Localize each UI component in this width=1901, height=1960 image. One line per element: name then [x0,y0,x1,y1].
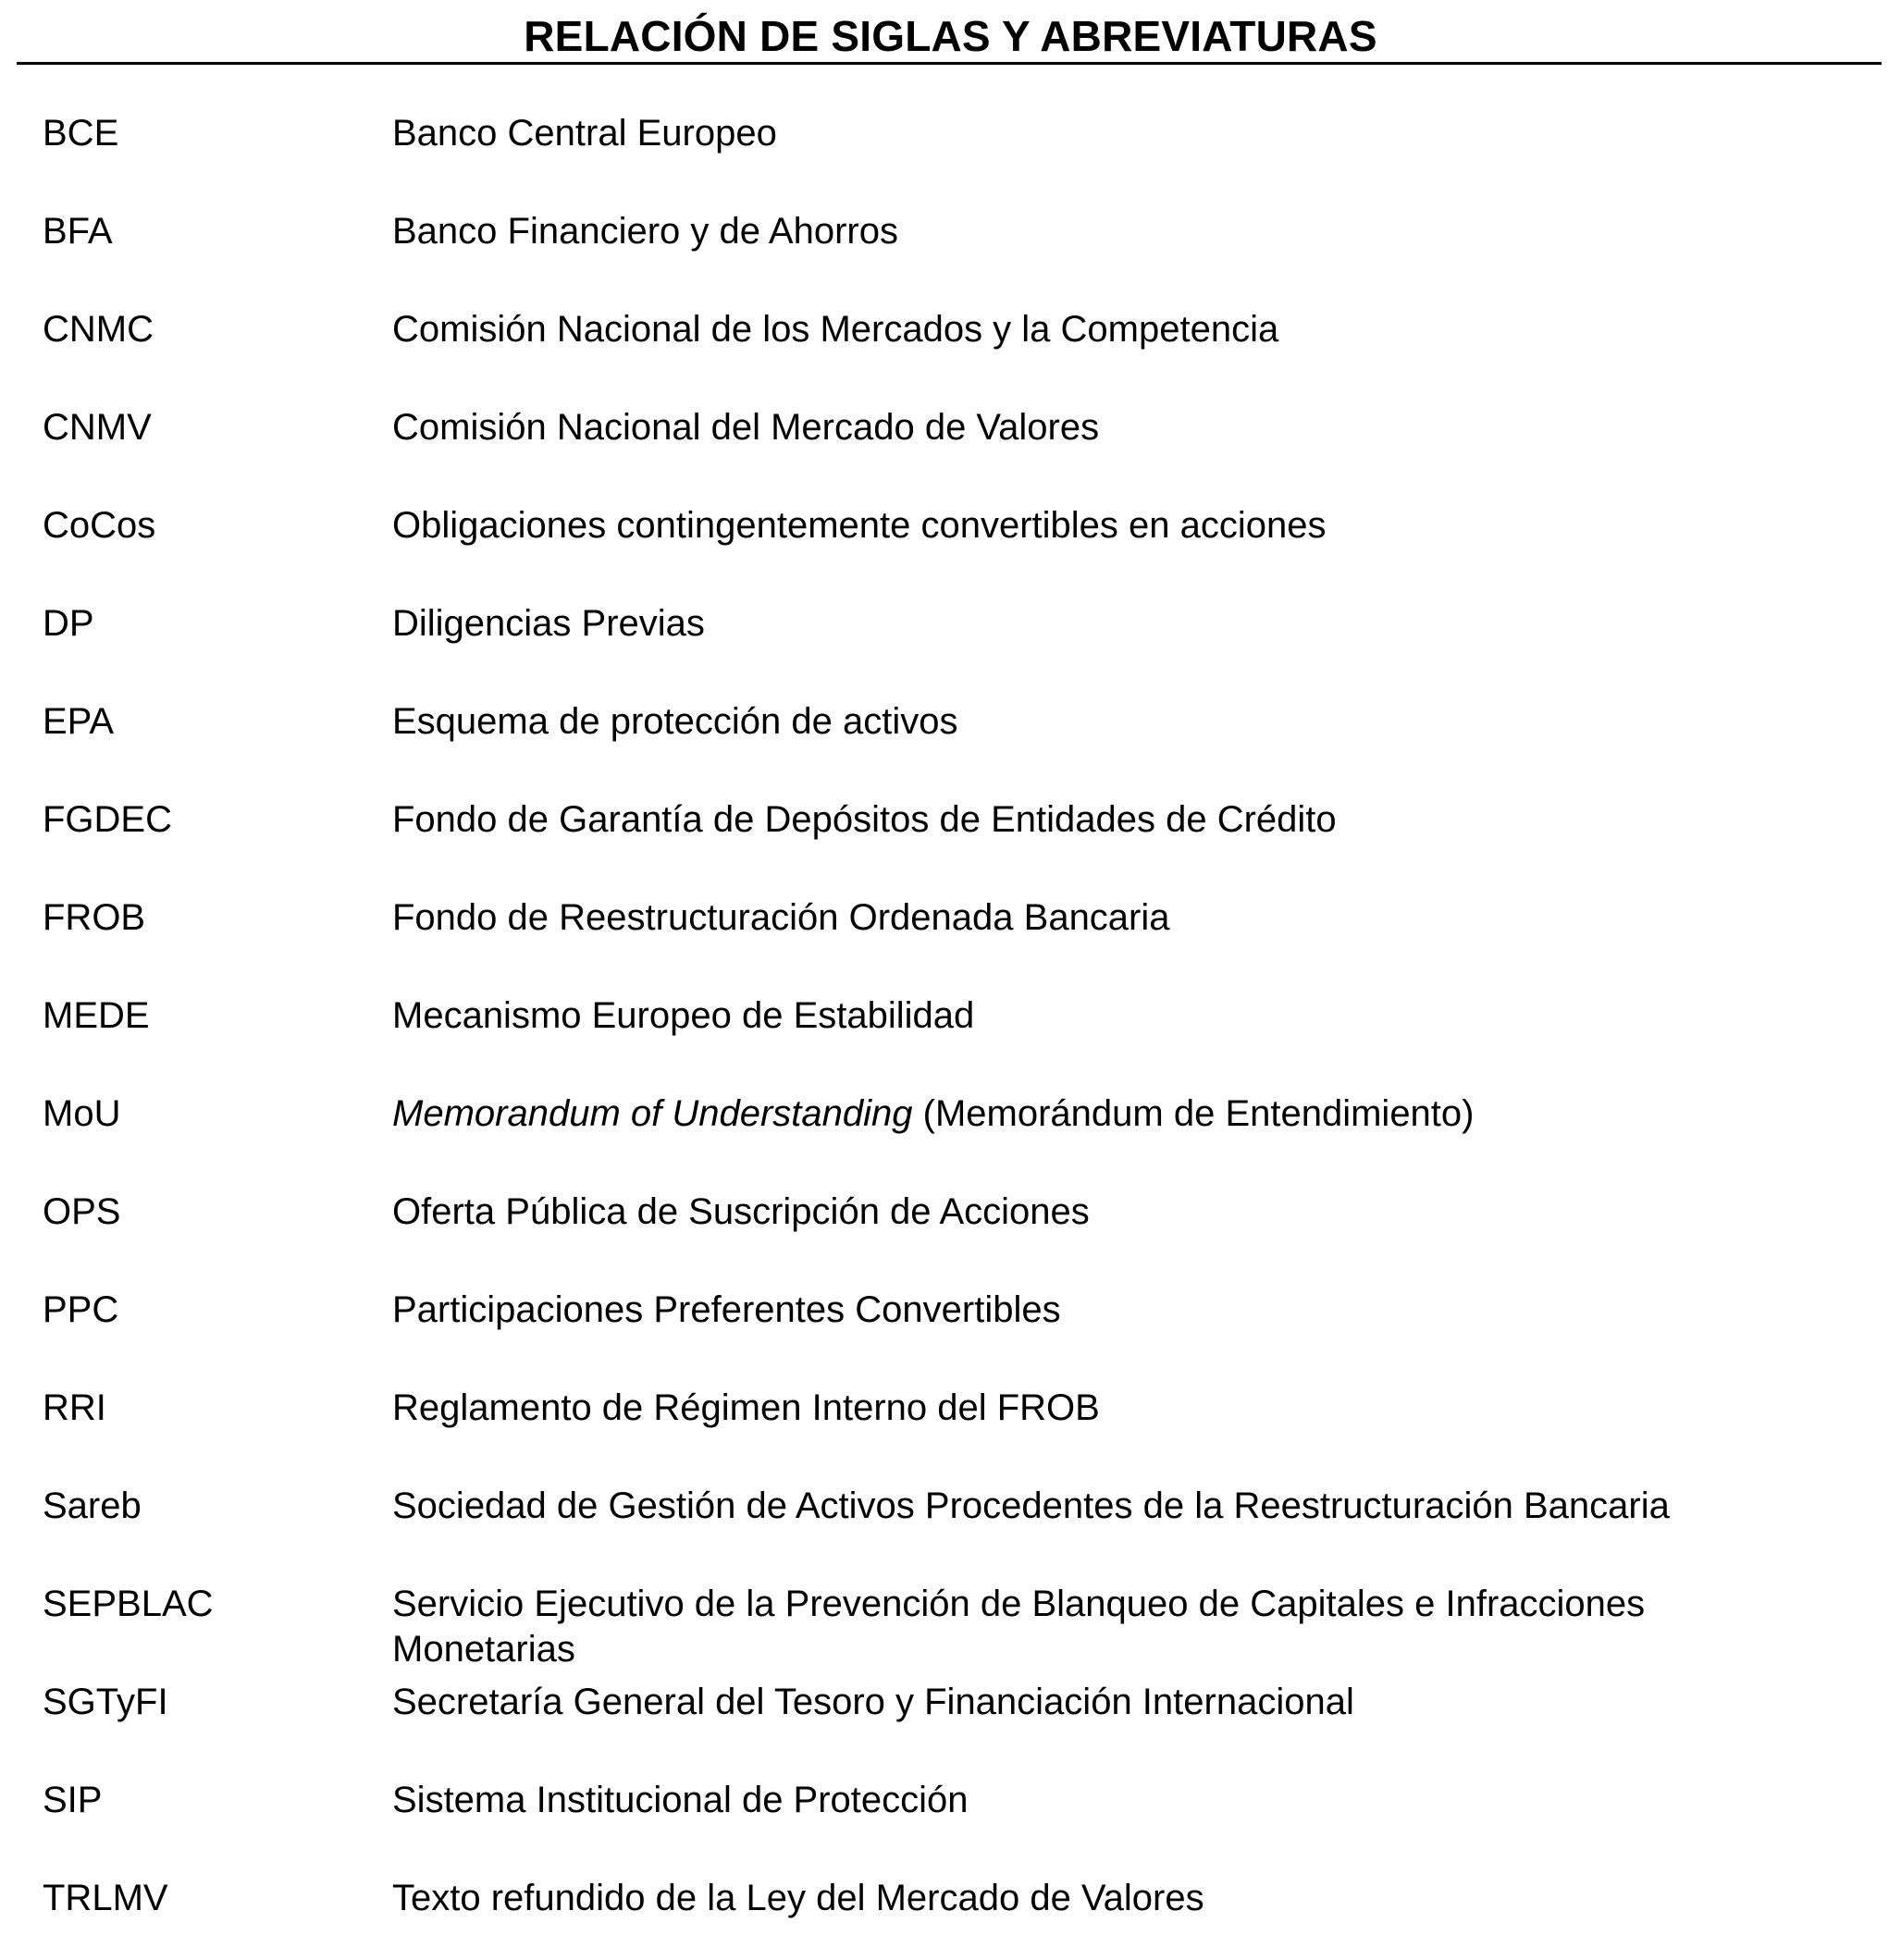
meaning: Sociedad de Gestión de Activos Procedentes de la Reestructuración Bancaria [392,1485,1670,1526]
meaning: Comisión Nacional de los Mercados y la Competencia [392,309,1279,350]
meaning: Diligencias Previas [392,603,705,644]
abbreviation: DP [43,603,94,644]
abbreviation: BCE [43,113,119,154]
abbreviation: BFA [43,211,113,252]
meaning: Esquema de protección de activos [392,701,958,742]
abbreviation: RRI [43,1387,106,1428]
meaning: Mecanismo Europeo de Estabilidad [392,995,975,1036]
meaning: Comisión Nacional del Mercado de Valores [392,407,1100,448]
meaning-line-2: Monetarias [392,1629,575,1670]
abbreviation: CNMC [43,309,154,350]
meaning: Fondo de Garantía de Depósitos de Entidades de Crédito [392,799,1337,840]
meaning: Secretaría General del Tesoro y Financiación Internacional [392,1682,1354,1722]
meaning [392,1582,1872,1672]
abbreviation: MEDE [43,995,150,1036]
meaning-line-1: Servicio Ejecutivo de la Prevención de Blanqueo de Capitales e Infracciones [392,1584,1646,1624]
meaning: Obligaciones contingentemente convertibles en acciones [392,505,1327,546]
abbreviation: PPC [43,1289,119,1330]
meaning: Texto refundido de la Ley del Mercado de Valores [392,1878,1204,1918]
meaning: Banco Central Europeo [392,113,777,154]
abbreviation: OPS [43,1191,121,1232]
meaning [392,1091,1872,1137]
abbreviation: CNMV [43,407,152,448]
meaning: Banco Financiero y de Ahorros [392,211,898,252]
abbreviation: SIP [43,1780,103,1820]
meaning: Participaciones Preferentes Convertibles [392,1289,1061,1330]
page-title: RELACIÓN DE SIGLAS Y ABREVIATURAS [524,12,1377,60]
abbreviation: CoCos [43,505,156,546]
meaning: Oferta Pública de Suscripción de Acciones [392,1191,1090,1232]
abbreviation: EPA [43,701,115,742]
abbreviation: FROB [43,897,146,938]
abbreviation: SEPBLAC [43,1584,214,1624]
meaning-italic-part: Memorandum of Understanding [392,1093,913,1134]
abbreviation: TRLMV [43,1878,168,1918]
meaning: Reglamento de Régimen Interno del FROB [392,1387,1100,1428]
abbreviation: SGTyFI [43,1682,168,1722]
meaning: Sistema Institucional de Protección [392,1780,969,1820]
abbreviation: Sareb [43,1485,142,1526]
abbreviation: FGDEC [43,799,172,840]
meaning: Fondo de Reestructuración Ordenada Bancaria [392,897,1170,938]
meaning-rest: (Memorándum de Entendimiento) [912,1093,1475,1134]
abbreviation: MoU [43,1093,121,1134]
